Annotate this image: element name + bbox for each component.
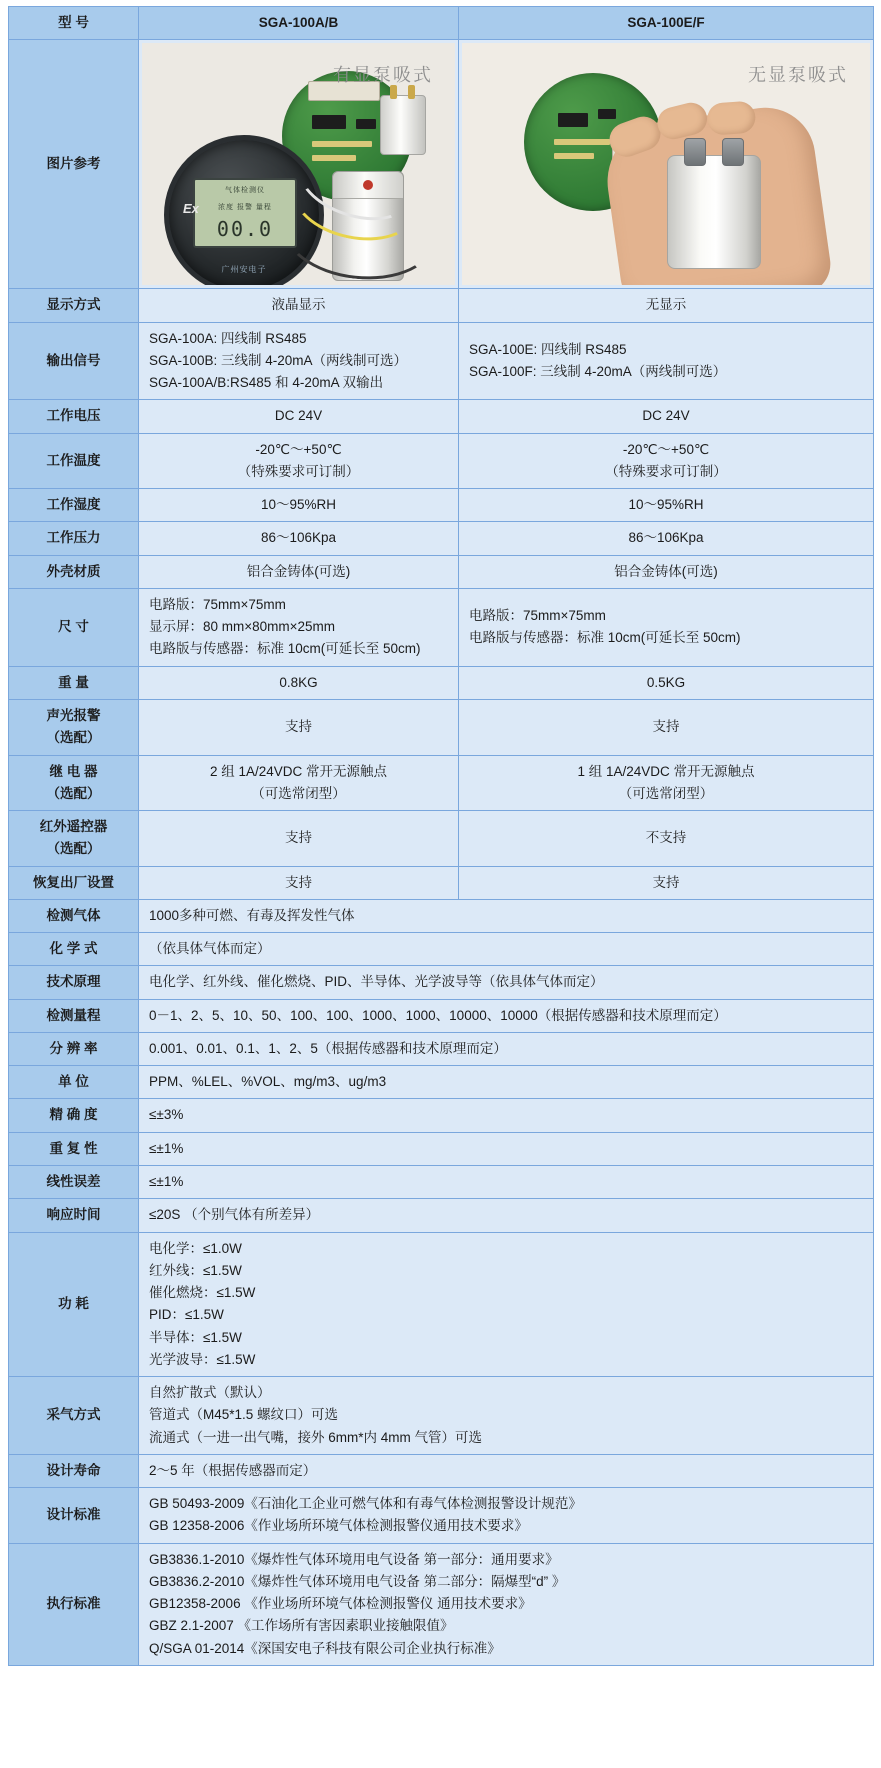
row-label-factory-reset: 恢复出厂设置 [9, 866, 139, 899]
row-label-unit: 单 位 [9, 1066, 139, 1099]
design-standard-line-2: GB 12358-2006《作业场所环境气体检测报警仪通用技术要求》 [149, 1518, 528, 1534]
row-label-execution-standard: 执行标准 [9, 1543, 139, 1665]
row-label-remote [9, 811, 139, 867]
sampling-line-3: 流通式（一进一出气嘴，接外 6mm*内 4mm 气管）可选 [149, 1429, 483, 1445]
table-row-design-standard [9, 1488, 874, 1544]
remote-label-line-2: （选配） [46, 841, 101, 857]
lcd-value: 00.0 [216, 217, 274, 242]
table-row-lifespan [9, 1454, 874, 1487]
table-row-accuracy [9, 1099, 874, 1132]
table-row-principle [9, 966, 874, 999]
row-label-alarm [9, 699, 139, 755]
execution-standard-line-2: GB3836.2-2010《爆炸性气体环境用电气设备 第二部分：隔爆型“d” 》 [149, 1573, 566, 1589]
table-row-remote [9, 811, 874, 867]
table-row-photo [9, 40, 874, 289]
row-label-dimensions: 尺 寸 [9, 588, 139, 666]
table-row-repeatability [9, 1132, 874, 1165]
cell-remote-ab: 支持 [139, 811, 459, 867]
relay-ab-line-1: 2 组 1A/24VDC 常开无源触点 [209, 763, 388, 779]
row-label-photo: 图片参考 [9, 40, 139, 289]
dim-ab-line-1: 电路版：75mm×75mm [149, 596, 286, 612]
row-label-output: 输出信号 [9, 322, 139, 400]
temp-ef-line-1: -20℃～+50℃ [622, 441, 710, 457]
table-row-range [9, 999, 874, 1032]
probe-icon [380, 95, 426, 155]
table-row-unit [9, 1066, 874, 1099]
cell-dimensions-ef [459, 588, 874, 666]
row-label-resolution: 分 辨 率 [9, 1032, 139, 1065]
cell-gas-types: 1000多种可燃、有毒及挥发性气体 [139, 899, 874, 932]
table-row-display [9, 289, 874, 322]
execution-standard-line-1: GB3836.1-2010《爆炸性气体环境用电气设备 第一部分：通用要求》 [149, 1551, 559, 1567]
relay-label-line-2: （选配） [46, 785, 101, 801]
row-label-display: 显示方式 [9, 289, 139, 322]
cell-pressure-ab: 86～106Kpa [139, 522, 459, 555]
cell-housing-ef: 铝合金铸体(可选) [459, 555, 874, 588]
table-row-power [9, 1232, 874, 1377]
row-label-lifespan: 设计寿命 [9, 1454, 139, 1487]
power-line-4: PID：≤1.5W [149, 1307, 224, 1323]
sampling-line-2: 管道式（M45*1.5 螺纹口）可选 [149, 1407, 339, 1423]
relay-ef-line-1: 1 组 1A/24VDC 常开无源触点 [577, 763, 755, 779]
alarm-label-line-1: 声光报警 [46, 707, 101, 723]
relay-label-line-1: 继 电 器 [49, 763, 98, 779]
row-label-relay [9, 755, 139, 811]
row-label-voltage: 工作电压 [9, 400, 139, 433]
table-row-weight [9, 666, 874, 699]
row-label-design-standard: 设计标准 [9, 1488, 139, 1544]
row-label-gas-types: 检测气体 [9, 899, 139, 932]
temp-ef-line-2: （特殊要求可订制） [605, 463, 727, 479]
sensor-housing-icon-ef [667, 155, 761, 269]
cell-repeatability: ≤±1% [139, 1132, 874, 1165]
header-model-ef: SGA-100E/F [459, 7, 874, 40]
table-row-linearity [9, 1165, 874, 1198]
cell-temperature-ef [459, 433, 874, 489]
cell-pressure-ef: 86～106Kpa [459, 522, 874, 555]
row-label-sampling: 采气方式 [9, 1377, 139, 1455]
cell-output-ef [459, 322, 874, 400]
cell-display-ef: 无显示 [459, 289, 874, 322]
output-ab-line-1: SGA-100A: 四线制 RS485 [149, 330, 307, 346]
product-photo-ef [462, 43, 870, 285]
dim-ab-line-3: 电路版与传感器：标准 10cm(可延长至 50cm) [149, 641, 421, 657]
table-row-resolution [9, 1032, 874, 1065]
photo-cell-ab [139, 40, 459, 289]
header-model: 型 号 [9, 7, 139, 40]
cell-sampling [139, 1377, 874, 1455]
table-row-sampling [9, 1377, 874, 1455]
cell-execution-standard [139, 1543, 874, 1665]
execution-standard-line-3: GB12358-2006 《作业场所环境气体检测报警仪 通用技术要求》 [149, 1596, 532, 1612]
cell-humidity-ab: 10～95%RH [139, 489, 459, 522]
row-label-response-time: 响应时间 [9, 1199, 139, 1232]
cell-dimensions-ab [139, 588, 459, 666]
cell-chemical-formula: （依具体气体而定） [139, 933, 874, 966]
cell-design-standard [139, 1488, 874, 1544]
cell-response-time: ≤20S （个别气体有所差异） [139, 1199, 874, 1232]
power-line-2: 红外线：≤1.5W [149, 1262, 242, 1278]
row-label-range: 检测量程 [9, 999, 139, 1032]
cell-display-ab: 液晶显示 [139, 289, 459, 322]
photo-caption-ef: 无显泵吸式 [748, 65, 848, 86]
output-ab-line-3: SGA-100A/B:RS485 和 4-20mA 双输出 [149, 375, 384, 391]
row-label-principle: 技术原理 [9, 966, 139, 999]
table-row-output [9, 322, 874, 400]
cell-accuracy: ≤±3% [139, 1099, 874, 1132]
cell-linearity: ≤±1% [139, 1165, 874, 1198]
cell-principle: 电化学、红外线、催化燃烧、PID、半导体、光学波导等（依具体气体而定） [139, 966, 874, 999]
row-label-pressure: 工作压力 [9, 522, 139, 555]
dim-ef-line-1: 电路版：75mm×75mm [469, 608, 606, 624]
table-row-voltage [9, 400, 874, 433]
cell-lifespan: 2～5 年（根据传感器而定） [139, 1454, 874, 1487]
temp-ab-line-1: -20℃～+50℃ [255, 441, 342, 457]
power-line-1: 电化学：≤1.0W [149, 1240, 242, 1256]
output-ef-line-2: SGA-100F: 三线制 4-20mA（两线制可选） [469, 363, 727, 379]
cell-unit: PPM、%LEL、%VOL、mg/m3、ug/m3 [139, 1066, 874, 1099]
output-ab-line-2: SGA-100B: 三线制 4-20mA（两线制可选） [149, 352, 408, 368]
cell-factory-reset-ef: 支持 [459, 866, 874, 899]
table-header-row [9, 7, 874, 40]
table-row-housing [9, 555, 874, 588]
row-label-power: 功 耗 [9, 1232, 139, 1377]
relay-ef-line-2: （可选常闭型） [618, 785, 714, 801]
output-ef-line-1: SGA-100E: 四线制 RS485 [469, 341, 627, 357]
dim-ab-line-2: 显示屏：80 mm×80mm×25mm [149, 619, 336, 635]
dim-ef-line-2: 电路版与传感器：标准 10cm(可延长至 50cm) [469, 630, 741, 646]
sampling-line-1: 自然扩散式（默认） [149, 1385, 271, 1401]
remote-label-line-1: 红外遥控器 [39, 819, 108, 835]
row-label-repeatability: 重 复 性 [9, 1132, 139, 1165]
table-row-dimensions [9, 588, 874, 666]
specification-table [8, 6, 874, 1666]
row-label-housing: 外壳材质 [9, 555, 139, 588]
cell-voltage-ab: DC 24V [139, 400, 459, 433]
table-row-humidity [9, 489, 874, 522]
cell-weight-ab: 0.8KG [139, 666, 459, 699]
ex-mark: Ex [183, 201, 199, 217]
power-line-3: 催化燃烧：≤1.5W [149, 1285, 256, 1301]
table-row-temperature [9, 433, 874, 489]
cell-power [139, 1232, 874, 1377]
cell-range: 0－1、2、5、10、50、100、100、1000、1000、10000、10000（根据传感器和技术原理而定） [139, 999, 874, 1032]
product-photo-ab [142, 43, 455, 285]
cell-relay-ab [139, 755, 459, 811]
cell-alarm-ab: 支持 [139, 699, 459, 755]
temp-ab-line-2: （特殊要求可订制） [237, 463, 360, 479]
table-row-factory-reset [9, 866, 874, 899]
alarm-label-line-2: （选配） [46, 730, 101, 746]
lcd-subtitle: 浓度 报警 量程 [218, 203, 272, 211]
row-label-temperature: 工作温度 [9, 433, 139, 489]
cell-temperature-ab [139, 433, 459, 489]
row-label-humidity: 工作湿度 [9, 489, 139, 522]
table-row-alarm [9, 699, 874, 755]
header-model-ab: SGA-100A/B [139, 7, 459, 40]
cell-resolution: 0.001、0.01、0.1、1、2、5（根据传感器和技术原理而定） [139, 1032, 874, 1065]
cell-output-ab [139, 322, 459, 400]
lcd-screen [193, 178, 297, 248]
relay-ab-line-2: （可选常闭型） [251, 785, 346, 801]
design-standard-line-1: GB 50493-2009《石油化工企业可燃气体和有毒气体检测报警设计规范》 [149, 1496, 582, 1512]
device-brand-label: 广州安电子 [221, 265, 267, 275]
photo-caption-ab: 有显泵吸式 [333, 65, 433, 86]
table-row-execution-standard [9, 1543, 874, 1665]
table-row-pressure [9, 522, 874, 555]
table-row-relay [9, 755, 874, 811]
row-label-chemical-formula: 化 学 式 [9, 933, 139, 966]
cell-voltage-ef: DC 24V [459, 400, 874, 433]
table-row-gas-types [9, 899, 874, 932]
photo-cell-ef [459, 40, 874, 289]
cell-factory-reset-ab: 支持 [139, 866, 459, 899]
row-label-weight: 重 量 [9, 666, 139, 699]
power-line-5: 半导体：≤1.5W [149, 1329, 242, 1345]
lcd-title: 气体检测仪 [225, 187, 265, 195]
row-label-accuracy: 精 确 度 [9, 1099, 139, 1132]
row-label-linearity: 线性误差 [9, 1165, 139, 1198]
cell-weight-ef: 0.5KG [459, 666, 874, 699]
execution-standard-line-5: Q/SGA 01-2014《深国安电子科技有限公司企业执行标准》 [149, 1640, 501, 1656]
execution-standard-line-4: GBZ 2.1-2007 《工作场所有害因素职业接触限值》 [149, 1618, 454, 1634]
table-row-response-time [9, 1199, 874, 1232]
cell-alarm-ef: 支持 [459, 699, 874, 755]
cell-remote-ef: 不支持 [459, 811, 874, 867]
cell-relay-ef [459, 755, 874, 811]
cell-housing-ab: 铝合金铸体(可选) [139, 555, 459, 588]
table-row-chemical-formula [9, 933, 874, 966]
power-line-6: 光学波导：≤1.5W [149, 1351, 256, 1367]
cell-humidity-ef: 10～95%RH [459, 489, 874, 522]
